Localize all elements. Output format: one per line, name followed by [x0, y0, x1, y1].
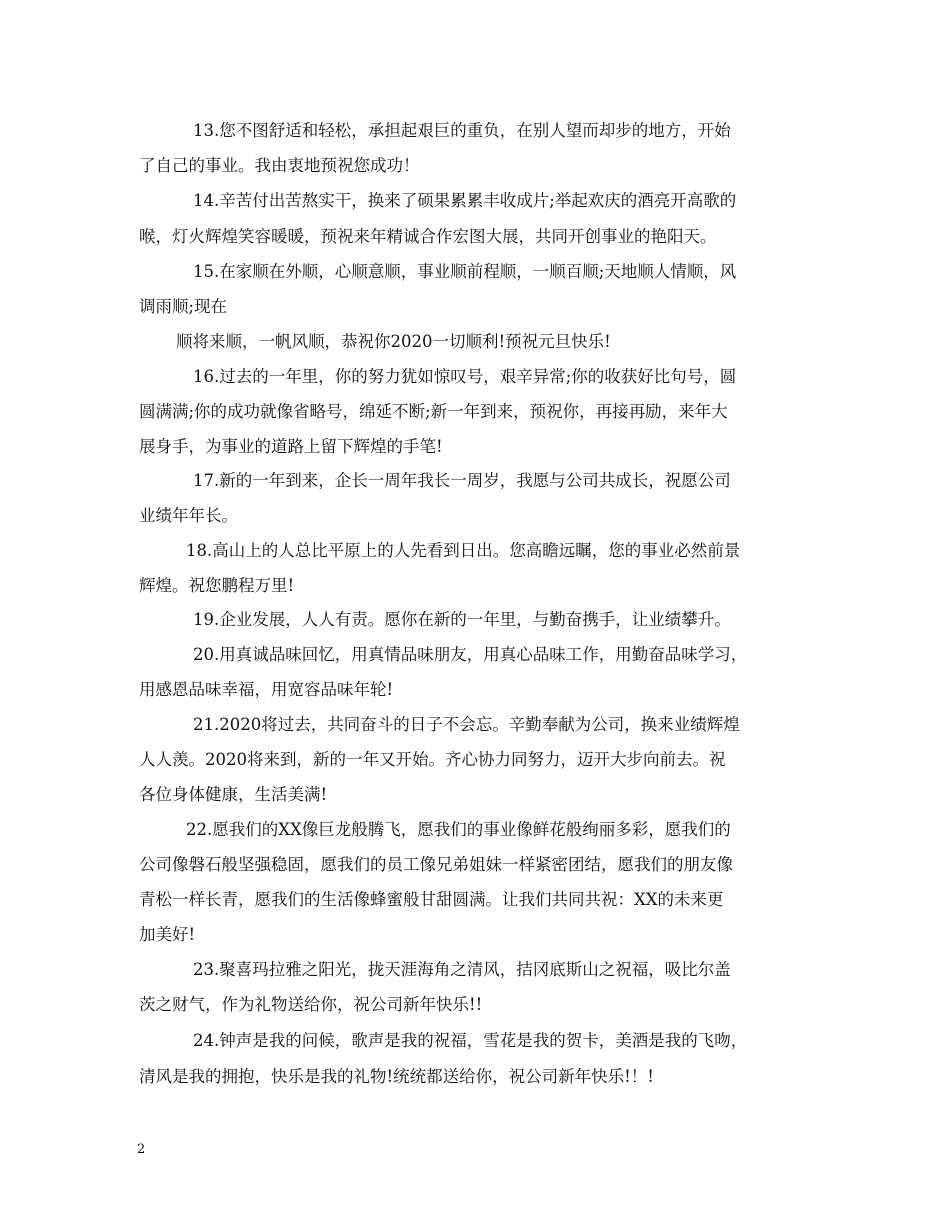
text-line: 用感恩品味幸福，用宽容品味年轮! [139, 680, 394, 699]
text-line: 17.新的一年到来，企长一周年我长一周岁，我愿与公司共成长，祝愿公司 [193, 471, 731, 490]
text-line: 22.愿我们的XX像巨龙般腾飞，愿我们的事业像鲜花般绚丽多彩，愿我们的 [186, 820, 731, 839]
text-line: 16.过去的一年里，你的努力犹如惊叹号，艰辛异常;你的收获好比句号，圆 [193, 367, 737, 386]
text-line: 人人羡。2020将来到，新的一年又开始。齐心协力同努力，迈开大步向前去。祝 [139, 750, 726, 769]
text-line: 23.聚喜玛拉雅之阳光，拢天涯海角之清风，拮冈底斯山之祝福，吸比尔盖 [193, 960, 731, 979]
text-line: 辉煌。祝您鹏程万里! [139, 576, 295, 595]
text-line: 19.企业发展，人人有责。愿你在新的一年里，与勤奋携手，让业绩攀升。 [193, 610, 731, 629]
text-line: 加美好! [139, 925, 196, 944]
text-line: 圆满满;你的成功就像省略号，绵延不断;新一年到来，预祝你，再接再励，来年大 [139, 402, 728, 421]
text-line: 顺将来顺，一帆风顺，恭祝你2020一切顺利!预祝元旦快乐! [176, 332, 611, 351]
text-line: 20.用真诚品味回忆，用真情品味朋友，用真心品味工作，用勤奋品味学习， [193, 645, 748, 664]
text-line: 公司像磐石般坚强稳固，愿我们的员工像兄弟姐妹一样紧密团结，愿我们的朋友像 [139, 855, 733, 874]
text-line: 调雨顺;现在 [139, 297, 228, 316]
text-line: 24.钟声是我的问候，歌声是我的祝福，雪花是我的贺卡，美酒是我的飞吻， [193, 1031, 748, 1050]
page-number: 2 [137, 1142, 146, 1157]
text-line: 13.您不图舒适和轻松，承担起艰巨的重负，在别人望而却步的地方，开始 [193, 121, 731, 140]
text-line: 21.2020将过去，共同奋斗的日子不会忘。辛勤奉献为公司，换来业绩辉煌 [193, 715, 740, 734]
text-line: 了自己的事业。我由衷地预祝您成功！ [139, 156, 420, 175]
text-line: 茨之财气，作为礼物送给你，祝公司新年快乐!! [139, 995, 483, 1014]
text-line: 喉，灯火辉煌笑容暖暖，预祝来年精诚合作宏图大展，共同开创事业的艳阳天。 [139, 227, 717, 246]
text-line: 清风是我的拥抱，快乐是我的礼物!统统都送给你，祝公司新年快乐!！! [139, 1067, 654, 1086]
text-line: 青松一样长青，愿我们的生活像蜂蜜般甘甜圆满。让我们共同共祝：XX的未来更 [139, 890, 724, 909]
text-line: 15.在家顺在外顺，心顺意顺，事业顺前程顺，一顺百顺;天地顺人情顺，风 [193, 262, 737, 281]
text-line: 各位身体健康，生活美满! [139, 785, 328, 804]
text-line: 展身手，为事业的道路上留下辉煌的手笔! [139, 437, 443, 456]
text-line: 14.辛苦付出苦熬实干，换来了硕果累累丰收成片;举起欢庆的酒亮开高歌的 [193, 191, 737, 210]
text-line: 18.高山上的人总比平原上的人先看到日出。您高瞻远瞩，您的事业必然前景 [186, 541, 741, 560]
text-line: 业绩年年长。 [139, 506, 238, 525]
